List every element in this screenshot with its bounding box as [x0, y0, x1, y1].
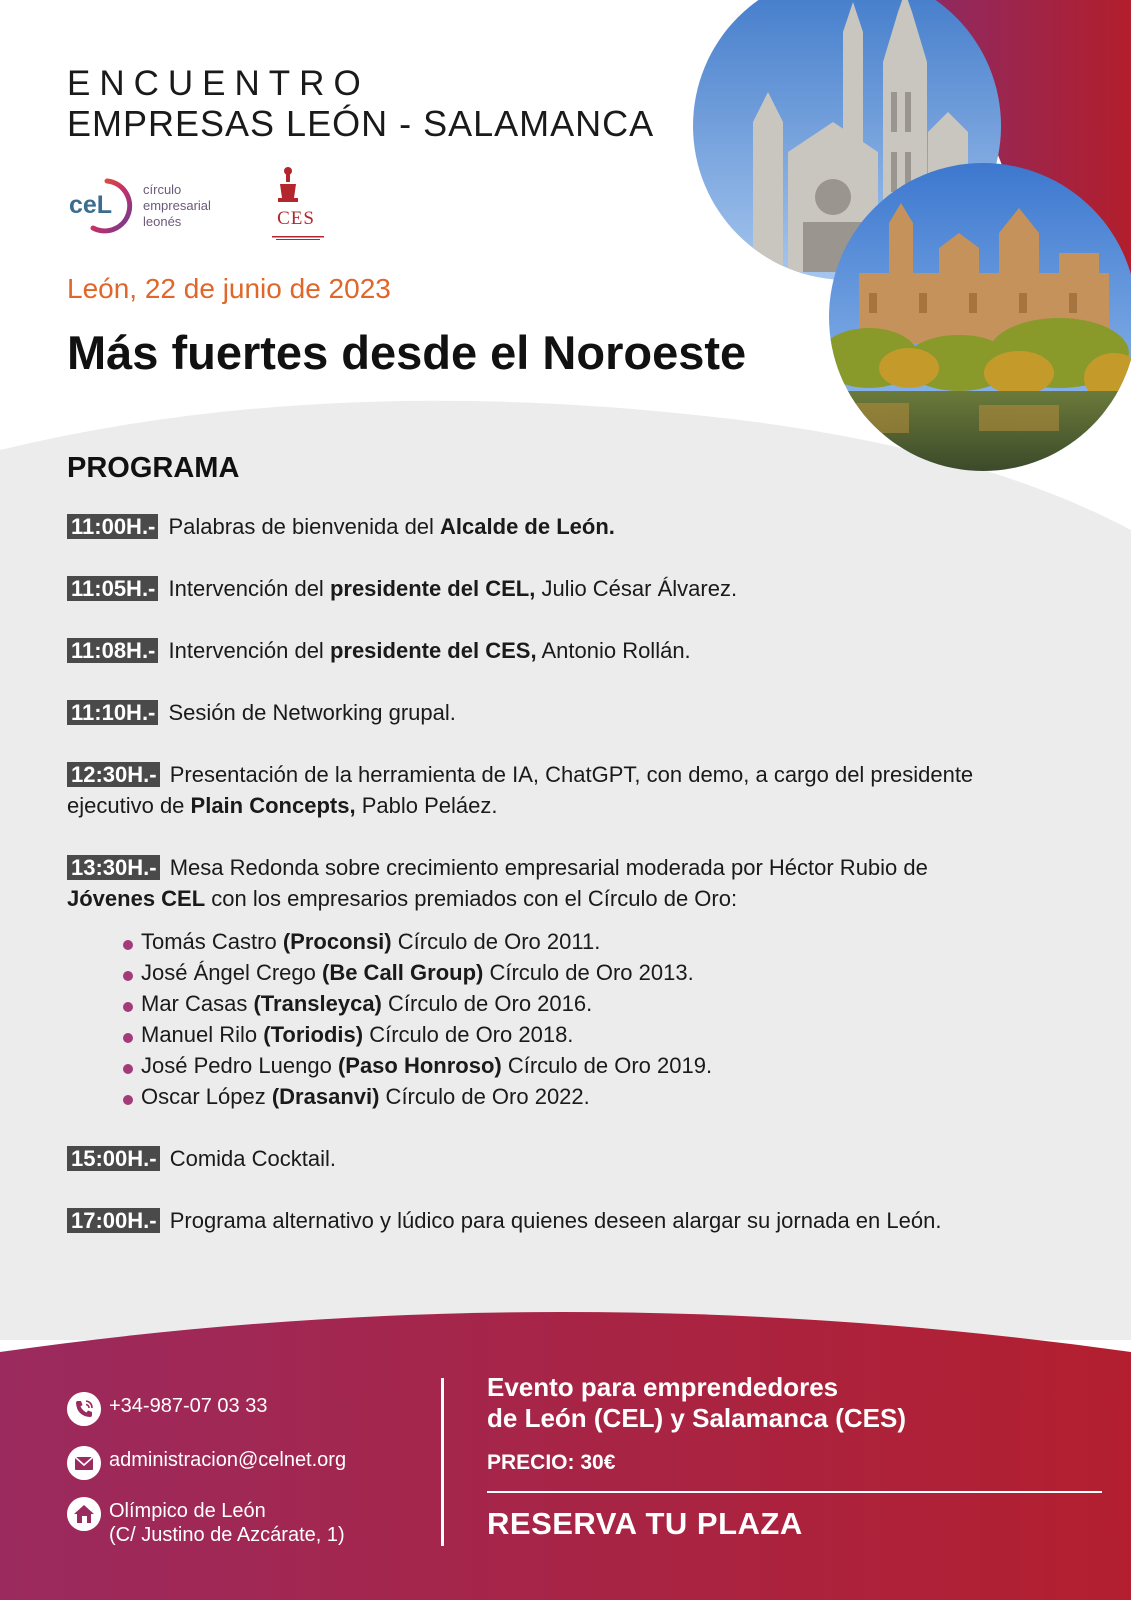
bullet-icon: [123, 1002, 133, 1012]
list-item: [123, 957, 1007, 988]
bullet-icon: [123, 940, 133, 950]
time-badge: 12:30H.-: [67, 762, 160, 787]
text: Antonio Rollán.: [536, 638, 691, 663]
event-title-line1: ENCUENTRO: [67, 64, 370, 103]
program-title: PROGRAMA: [67, 452, 240, 484]
text: Intervención del: [162, 638, 330, 663]
bold-text: Alcalde de León.: [440, 514, 615, 539]
cel-logo-line1: círculo: [143, 182, 182, 197]
text: Programa alternativo y lúdico para quienes deseen alargar su jornada en León.: [163, 1208, 942, 1233]
bold-text: presidente del CES,: [329, 638, 537, 663]
program-item: [67, 1205, 1007, 1236]
bullet-icon: [123, 971, 133, 981]
ces-logo: [256, 166, 336, 242]
bold-text: (Proconsi): [282, 929, 392, 954]
event-audience-line2: de León (CEL) y Salamanca (CES): [487, 1403, 906, 1433]
text: Manuel Rilo: [141, 1022, 264, 1047]
text: con los empresarios premiados con el Círculo de Oro:: [205, 886, 738, 911]
list-item: [123, 1019, 1007, 1050]
program-item: [67, 573, 1007, 604]
bullet-icon: [123, 1033, 133, 1043]
time-badge: 11:00H.-: [67, 514, 158, 539]
cel-logo-text: [143, 182, 211, 230]
contact-address: [109, 1499, 345, 1547]
contact-phone: +34-987-07 03 33: [109, 1395, 268, 1417]
text: Círculo de Oro 2011.: [391, 929, 601, 954]
headline: Más fuertes desde el Noroeste: [67, 326, 747, 379]
bullet-icon: [123, 1064, 133, 1074]
program-item: [67, 697, 1007, 728]
ces-logo-mark: CES: [277, 208, 315, 229]
contact-email: administracion@celnet.org: [109, 1449, 347, 1471]
bold-text: (Drasanvi): [271, 1084, 380, 1109]
time-badge: 13:30H.-: [67, 855, 160, 880]
bold-text: presidente del CEL,: [329, 576, 536, 601]
time-badge: 11:08H.-: [67, 638, 158, 663]
event-date: León, 22 de junio de 2023: [67, 273, 391, 304]
text: Círculo de Oro 2018.: [363, 1022, 574, 1047]
text: Círculo de Oro 2013.: [483, 960, 694, 985]
program-item: [67, 1143, 1007, 1174]
text: Tomás Castro: [141, 929, 283, 954]
list-item: [123, 1050, 1007, 1081]
price: PRECIO: 30€: [487, 1451, 616, 1474]
contact-address-line2: (C/ Justino de Azcárate, 1): [109, 1524, 345, 1546]
reserve-button[interactable]: RESERVA TU PLAZA: [487, 1506, 803, 1541]
program-item: [67, 511, 1007, 542]
cel-logo-line2: empresarial: [143, 198, 211, 213]
footer-vertical-divider: [441, 1378, 444, 1546]
event-title-line2: EMPRESAS LEÓN - SALAMANCA: [67, 103, 655, 144]
text: Presentación de la herramienta de IA, ChatGPT, con demo, a cargo del presidente ejecutivo de: [67, 762, 974, 818]
bold-text: (Toriodis): [263, 1022, 364, 1047]
list-item: [123, 926, 1007, 957]
text: José Ángel Crego: [141, 960, 322, 985]
awardees-list: [67, 926, 1007, 1112]
bold-text: Plain Concepts,: [190, 793, 356, 818]
salamanca-cathedral-photo: [829, 163, 1131, 471]
text: Pablo Peláez.: [355, 793, 498, 818]
text: Círculo de Oro 2016.: [381, 991, 593, 1016]
event-audience: [487, 1372, 906, 1434]
program-item: [67, 635, 1007, 666]
program-item: [67, 852, 1007, 1112]
time-badge: 11:10H.-: [67, 700, 158, 725]
program-item: [67, 759, 1007, 821]
text: Mar Casas: [141, 991, 254, 1016]
event-audience-line1: Evento para emprendedores: [487, 1372, 839, 1402]
time-badge: 17:00H.-: [67, 1208, 160, 1233]
list-item: [123, 988, 1007, 1019]
home-icon: [67, 1497, 101, 1531]
bold-text: (Transleyca): [253, 991, 382, 1016]
time-badge: 11:05H.-: [67, 576, 158, 601]
text: Intervención del: [162, 576, 330, 601]
list-item: [123, 1081, 1007, 1112]
envelope-icon: [67, 1446, 101, 1480]
text: Mesa Redonda sobre crecimiento empresarial moderada por Héctor Rubio de: [163, 855, 928, 880]
bold-text: (Be Call Group): [322, 960, 484, 985]
program-list: [67, 511, 1007, 1267]
phone-icon: [67, 1392, 101, 1426]
cel-logo-line3: leonés: [143, 214, 182, 229]
text: Círculo de Oro 2019.: [501, 1053, 713, 1078]
bold-text: Jóvenes CEL: [67, 886, 206, 911]
text: Julio César Álvarez.: [535, 576, 738, 601]
time-badge: 15:00H.-: [67, 1146, 160, 1171]
bullet-icon: [123, 1095, 133, 1105]
cel-logo-mark: ceL: [69, 191, 113, 219]
bold-text: (Paso Honroso): [337, 1053, 502, 1078]
footer-horizontal-divider: [487, 1491, 1102, 1493]
text: Círculo de Oro 2022.: [379, 1084, 590, 1109]
contact-address-line1: Olímpico de León: [109, 1500, 266, 1522]
text: Oscar López: [141, 1084, 272, 1109]
text: Palabras de bienvenida del: [162, 514, 441, 539]
text: José Pedro Luengo: [141, 1053, 338, 1078]
text: Sesión de Networking grupal.: [162, 700, 456, 725]
text: Comida Cocktail.: [163, 1146, 336, 1171]
